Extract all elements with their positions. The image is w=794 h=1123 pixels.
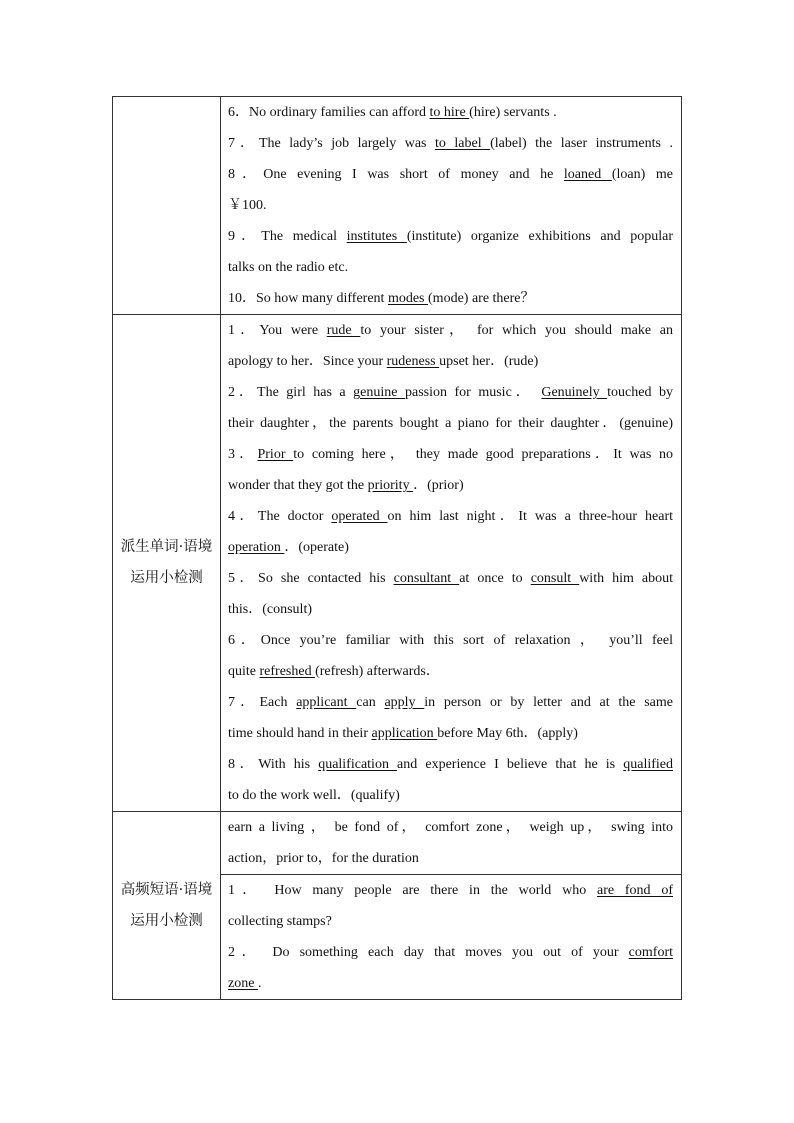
text-segment: ．(operate) [284, 540, 349, 555]
text-segment: in person or by letter and at the same [424, 695, 673, 710]
text-segment: (hire) servants . [469, 105, 557, 120]
text-segment: 7．The lady’s job largely was [228, 136, 435, 151]
text-segment: 8．With his [228, 757, 319, 772]
answer-blank: Prior [257, 447, 294, 462]
answer-blank: to hire [429, 105, 470, 120]
text-segment: ．(prior) [413, 478, 464, 493]
answer-blank: zone [228, 976, 258, 991]
text-line [228, 937, 673, 968]
answer-blank: applicant [296, 695, 357, 710]
text-segment: 6．Once you’re familiar with this sort of relaxation ， you’ll feel [228, 633, 673, 648]
worksheet-table [112, 96, 682, 1000]
text-segment: 6．No ordinary families can afford [228, 105, 430, 120]
text-segment: their daughter，the parents bought a piano for their daughter．(genuine) [228, 416, 673, 431]
text-segment: time should hand in their [228, 726, 372, 741]
text-segment: 2． Do something each day that moves you out of your [228, 945, 629, 960]
phrases-exercise-cell [221, 875, 682, 1000]
answer-blank: comfort [628, 945, 673, 960]
text-segment: to coming here， they made good preparations．It was no [293, 447, 673, 462]
answer-blank: Genuinely [541, 385, 608, 400]
derivatives-category-cell [113, 315, 221, 812]
text-segment: upset her．(rude) [439, 354, 539, 369]
text-line [228, 594, 673, 625]
answer-blank: rudeness [386, 354, 440, 369]
text-segment: on him last night．It was a three-hour heart [387, 509, 673, 524]
text-segment: to your sister， for which you should make an [360, 323, 673, 338]
text-line [228, 812, 673, 843]
text-segment: 9．The medical [228, 229, 347, 244]
text-line [228, 283, 673, 314]
empty-category-cell [113, 97, 221, 315]
text-segment: passion for music． [405, 385, 542, 400]
phrase-list-cell [221, 812, 682, 875]
answer-blank: modes [387, 291, 429, 306]
answer-blank: qualification [318, 757, 398, 772]
text-line [228, 377, 673, 408]
answer-blank: consultant [393, 571, 460, 586]
text-segment: (institute) organize exhibitions and popular [406, 229, 673, 244]
text-segment: 10．So how many different [228, 291, 388, 306]
text-line [228, 780, 673, 811]
text-line [228, 532, 673, 563]
text-line [228, 190, 673, 221]
text-segment: quite [228, 664, 260, 679]
text-segment: this．(consult) [228, 602, 312, 617]
answer-blank: priority [367, 478, 414, 493]
text-segment: with him about [579, 571, 673, 586]
answer-blank: application [371, 726, 438, 741]
text-segment: talks on the radio etc. [228, 260, 349, 275]
text-line [228, 968, 673, 999]
exercise-lines [228, 875, 673, 999]
text-segment: and experience I believe that he is [397, 757, 624, 772]
text-segment: (mode) are there？ [428, 291, 535, 306]
text-line [228, 501, 673, 532]
text-segment: at once to [459, 571, 531, 586]
answer-blank: qualified [623, 757, 673, 772]
exercise-lines [228, 315, 673, 811]
answer-blank: consult [530, 571, 580, 586]
phrases-category-cell [113, 812, 221, 1000]
text-segment: 7．Each [228, 695, 297, 710]
category-label: 派生单词·语境运用小检测 [120, 539, 213, 586]
text-line [228, 563, 673, 594]
text-line [228, 221, 673, 252]
text-line [228, 252, 673, 283]
text-segment: action，prior to，for the duration [228, 851, 419, 866]
text-segment: (label) the laser instruments . [490, 136, 673, 151]
text-segment: apology to her．Since your [228, 354, 387, 369]
text-segment: (loan) me [611, 167, 673, 182]
text-segment: earn a living ， be fond of， comfort zone， weigh up， swing into [228, 820, 673, 835]
text-segment: touched by [607, 385, 673, 400]
text-line [228, 315, 673, 346]
text-segment: collecting stamps? [228, 914, 332, 929]
text-line [228, 128, 673, 159]
text-segment: . [257, 976, 262, 991]
text-line [228, 346, 673, 377]
text-segment: 1．You were [228, 323, 327, 338]
answer-blank: loaned [563, 167, 612, 182]
text-line [228, 470, 673, 501]
text-line [228, 656, 673, 687]
text-segment: 3． [228, 447, 258, 462]
text-segment: to do the work well．(qualify) [228, 788, 400, 803]
text-segment: ￥100. [228, 198, 267, 213]
phrase-lines [228, 812, 673, 874]
text-line [228, 843, 673, 874]
text-segment: (refresh) afterwards． [315, 664, 440, 679]
answer-blank: institutes [346, 229, 407, 244]
answer-blank: refreshed [259, 664, 316, 679]
answer-blank: are fond of [597, 883, 673, 898]
text-segment: before May 6th．(apply) [437, 726, 578, 741]
text-segment: 2．The girl has a [228, 385, 354, 400]
answer-blank: rude [326, 323, 361, 338]
text-line [228, 687, 673, 718]
text-line [228, 875, 673, 906]
text-line [228, 97, 673, 128]
vocab-exercise-cell [221, 97, 682, 315]
text-segment: can [356, 695, 385, 710]
answer-blank: operation [228, 540, 285, 555]
answer-blank: apply [384, 695, 425, 710]
exercise-lines [228, 97, 673, 314]
text-line [228, 906, 673, 937]
text-segment: 1． How many people are there in the world who [228, 883, 597, 898]
text-line [228, 625, 673, 656]
text-line [228, 749, 673, 780]
answer-blank: operated [331, 509, 388, 524]
derivatives-exercise-cell [221, 315, 682, 812]
text-line [228, 439, 673, 470]
text-segment: 4．The doctor [228, 509, 332, 524]
text-segment: 8．One evening I was short of money and he [228, 167, 564, 182]
text-line [228, 408, 673, 439]
text-segment: 5．So she contacted his [228, 571, 394, 586]
answer-blank: to label [434, 136, 491, 151]
text-segment: wonder that they got the [228, 478, 368, 493]
answer-blank: genuine [353, 385, 405, 400]
text-line [228, 718, 673, 749]
text-line [228, 159, 673, 190]
category-label: 高频短语·语境运用小检测 [120, 881, 213, 929]
